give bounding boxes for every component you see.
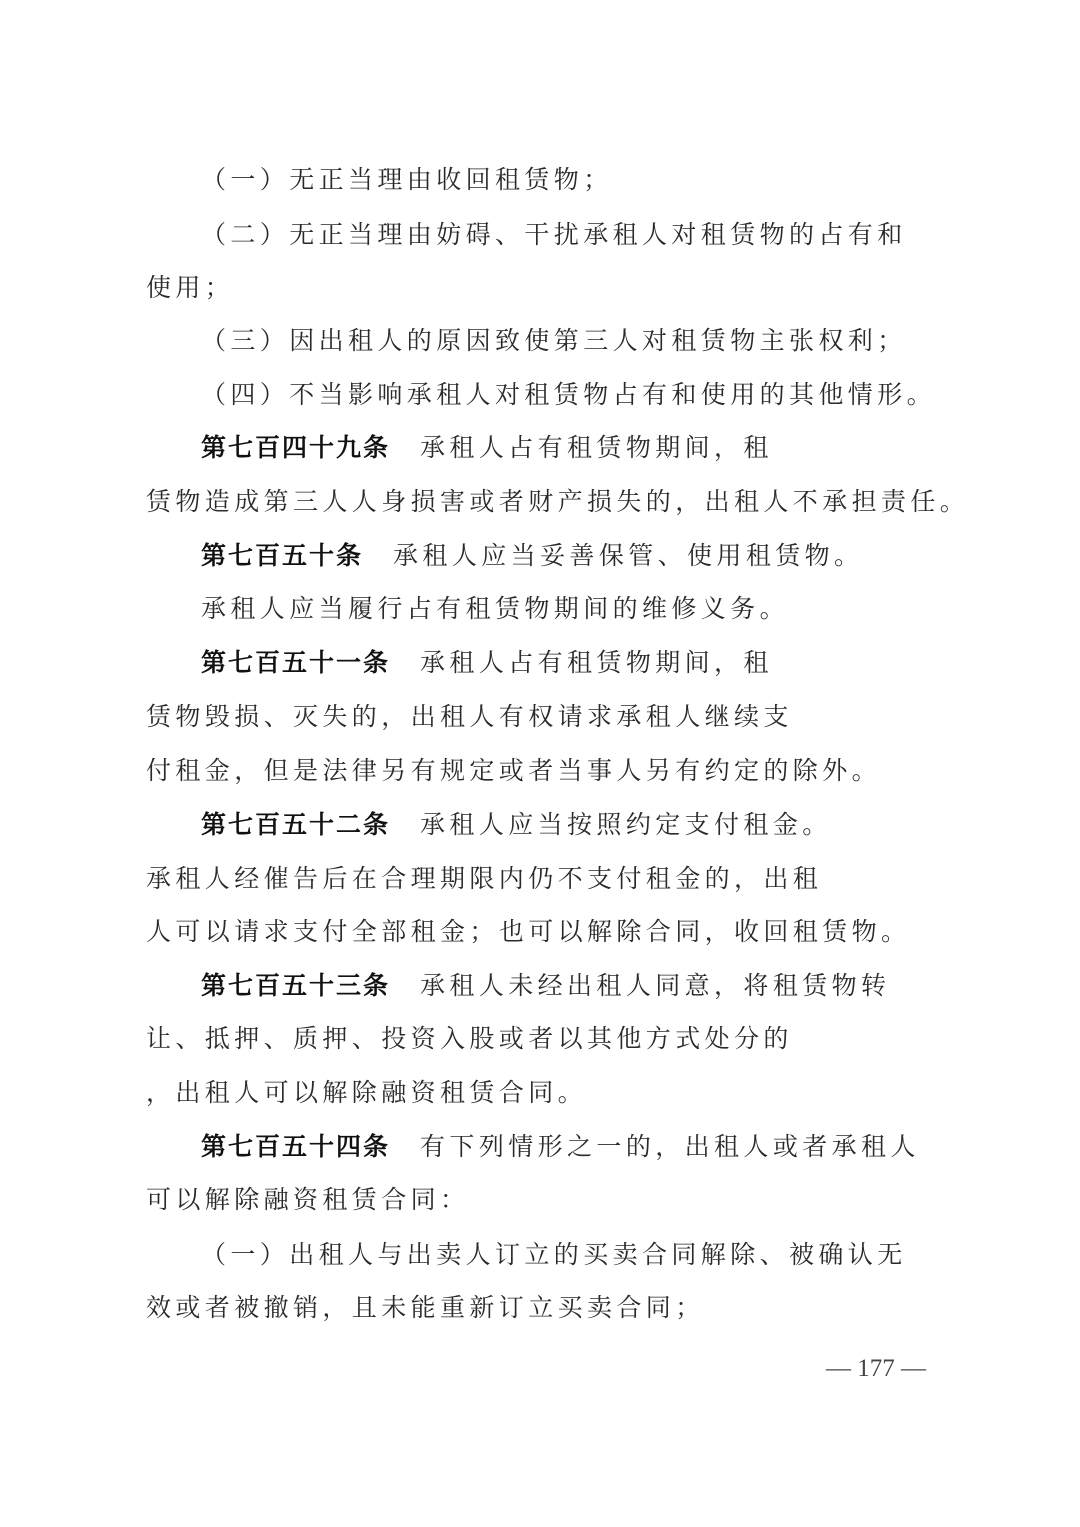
text-line — [201, 432, 1001, 464]
paragraph-text: 付租金，但是法律另有规定或者当事人另有约定的除外。 — [146, 756, 882, 785]
text-line — [201, 540, 1001, 572]
article-heading: 第七百五十三条 — [201, 971, 391, 1000]
text-line — [146, 916, 946, 948]
paragraph-text: 承租人应当按照约定支付租金。 — [420, 810, 832, 839]
text-line — [146, 863, 946, 895]
paragraph-text: 承租人占有租赁物期间，租 — [420, 433, 773, 462]
paragraph-text: 使用； — [146, 273, 235, 302]
text-line — [146, 701, 946, 733]
paragraph-text: 有下列情形之一的，出租人或者承租人 — [420, 1132, 920, 1161]
text-line — [146, 272, 946, 304]
paragraph-text: 赁物造成第三人人身损害或者财产损失的，出租人不承担责任。 — [146, 487, 970, 516]
text-line — [201, 970, 1001, 1002]
text-line — [201, 593, 1001, 625]
text-line — [201, 1239, 1001, 1271]
paragraph-text: ，出租人可以解除融资租赁合同。 — [146, 1078, 588, 1107]
article-heading: 第七百五十二条 — [201, 810, 391, 839]
text-line — [146, 755, 946, 787]
paragraph-text: 人可以请求支付全部租金；也可以解除合同，收回租赁物。 — [146, 917, 911, 946]
article-heading: 第七百四十九条 — [201, 433, 391, 462]
paragraph-text: 赁物毁损、灭失的，出租人有权请求承租人继续支 — [146, 702, 793, 731]
text-line — [146, 1184, 946, 1216]
paragraph-text: 承租人未经出租人同意，将租赁物转 — [420, 971, 891, 1000]
paragraph-text: （二）无正当理由妨碍、干扰承租人对租赁物的占有和 — [201, 220, 907, 249]
text-line — [146, 1023, 946, 1055]
paragraph-text: 承租人占有租赁物期间，租 — [420, 648, 773, 677]
text-line — [146, 1077, 946, 1109]
article-heading: 第七百五十条 — [201, 541, 364, 570]
text-line — [201, 164, 1001, 196]
text-line — [201, 325, 1001, 357]
article-heading: 第七百五十一条 — [201, 648, 391, 677]
paragraph-text: 让、抵押、质押、投资入股或者以其他方式处分的 — [146, 1024, 793, 1053]
paragraph-text: （一）出租人与出卖人订立的买卖合同解除、被确认无 — [201, 1240, 907, 1269]
paragraph-text: （一）无正当理由收回租赁物； — [201, 165, 613, 194]
text-line — [201, 379, 1001, 411]
paragraph-text: 承租人应当履行占有租赁物期间的维修义务。 — [201, 594, 790, 623]
paragraph-text: 承租人经催告后在合理期限内仍不支付租金的，出租 — [146, 864, 823, 893]
article-heading: 第七百五十四条 — [201, 1132, 391, 1161]
paragraph-text: （四）不当影响承租人对租赁物占有和使用的其他情形。 — [201, 380, 937, 409]
page-number: — 177 — — [826, 1355, 926, 1382]
paragraph-text: 承租人应当妥善保管、使用租赁物。 — [393, 541, 864, 570]
paragraph-text: 效或者被撤销，且未能重新订立买卖合同； — [146, 1293, 705, 1322]
paragraph-text: 可以解除融资租赁合同： — [146, 1185, 470, 1214]
text-line — [146, 1292, 946, 1324]
text-line — [201, 647, 1001, 679]
text-line — [146, 486, 970, 518]
text-line — [201, 809, 1001, 841]
text-line — [201, 1131, 1001, 1163]
paragraph-text: （三）因出租人的原因致使第三人对租赁物主张权利； — [201, 326, 907, 355]
text-line — [201, 219, 1001, 251]
